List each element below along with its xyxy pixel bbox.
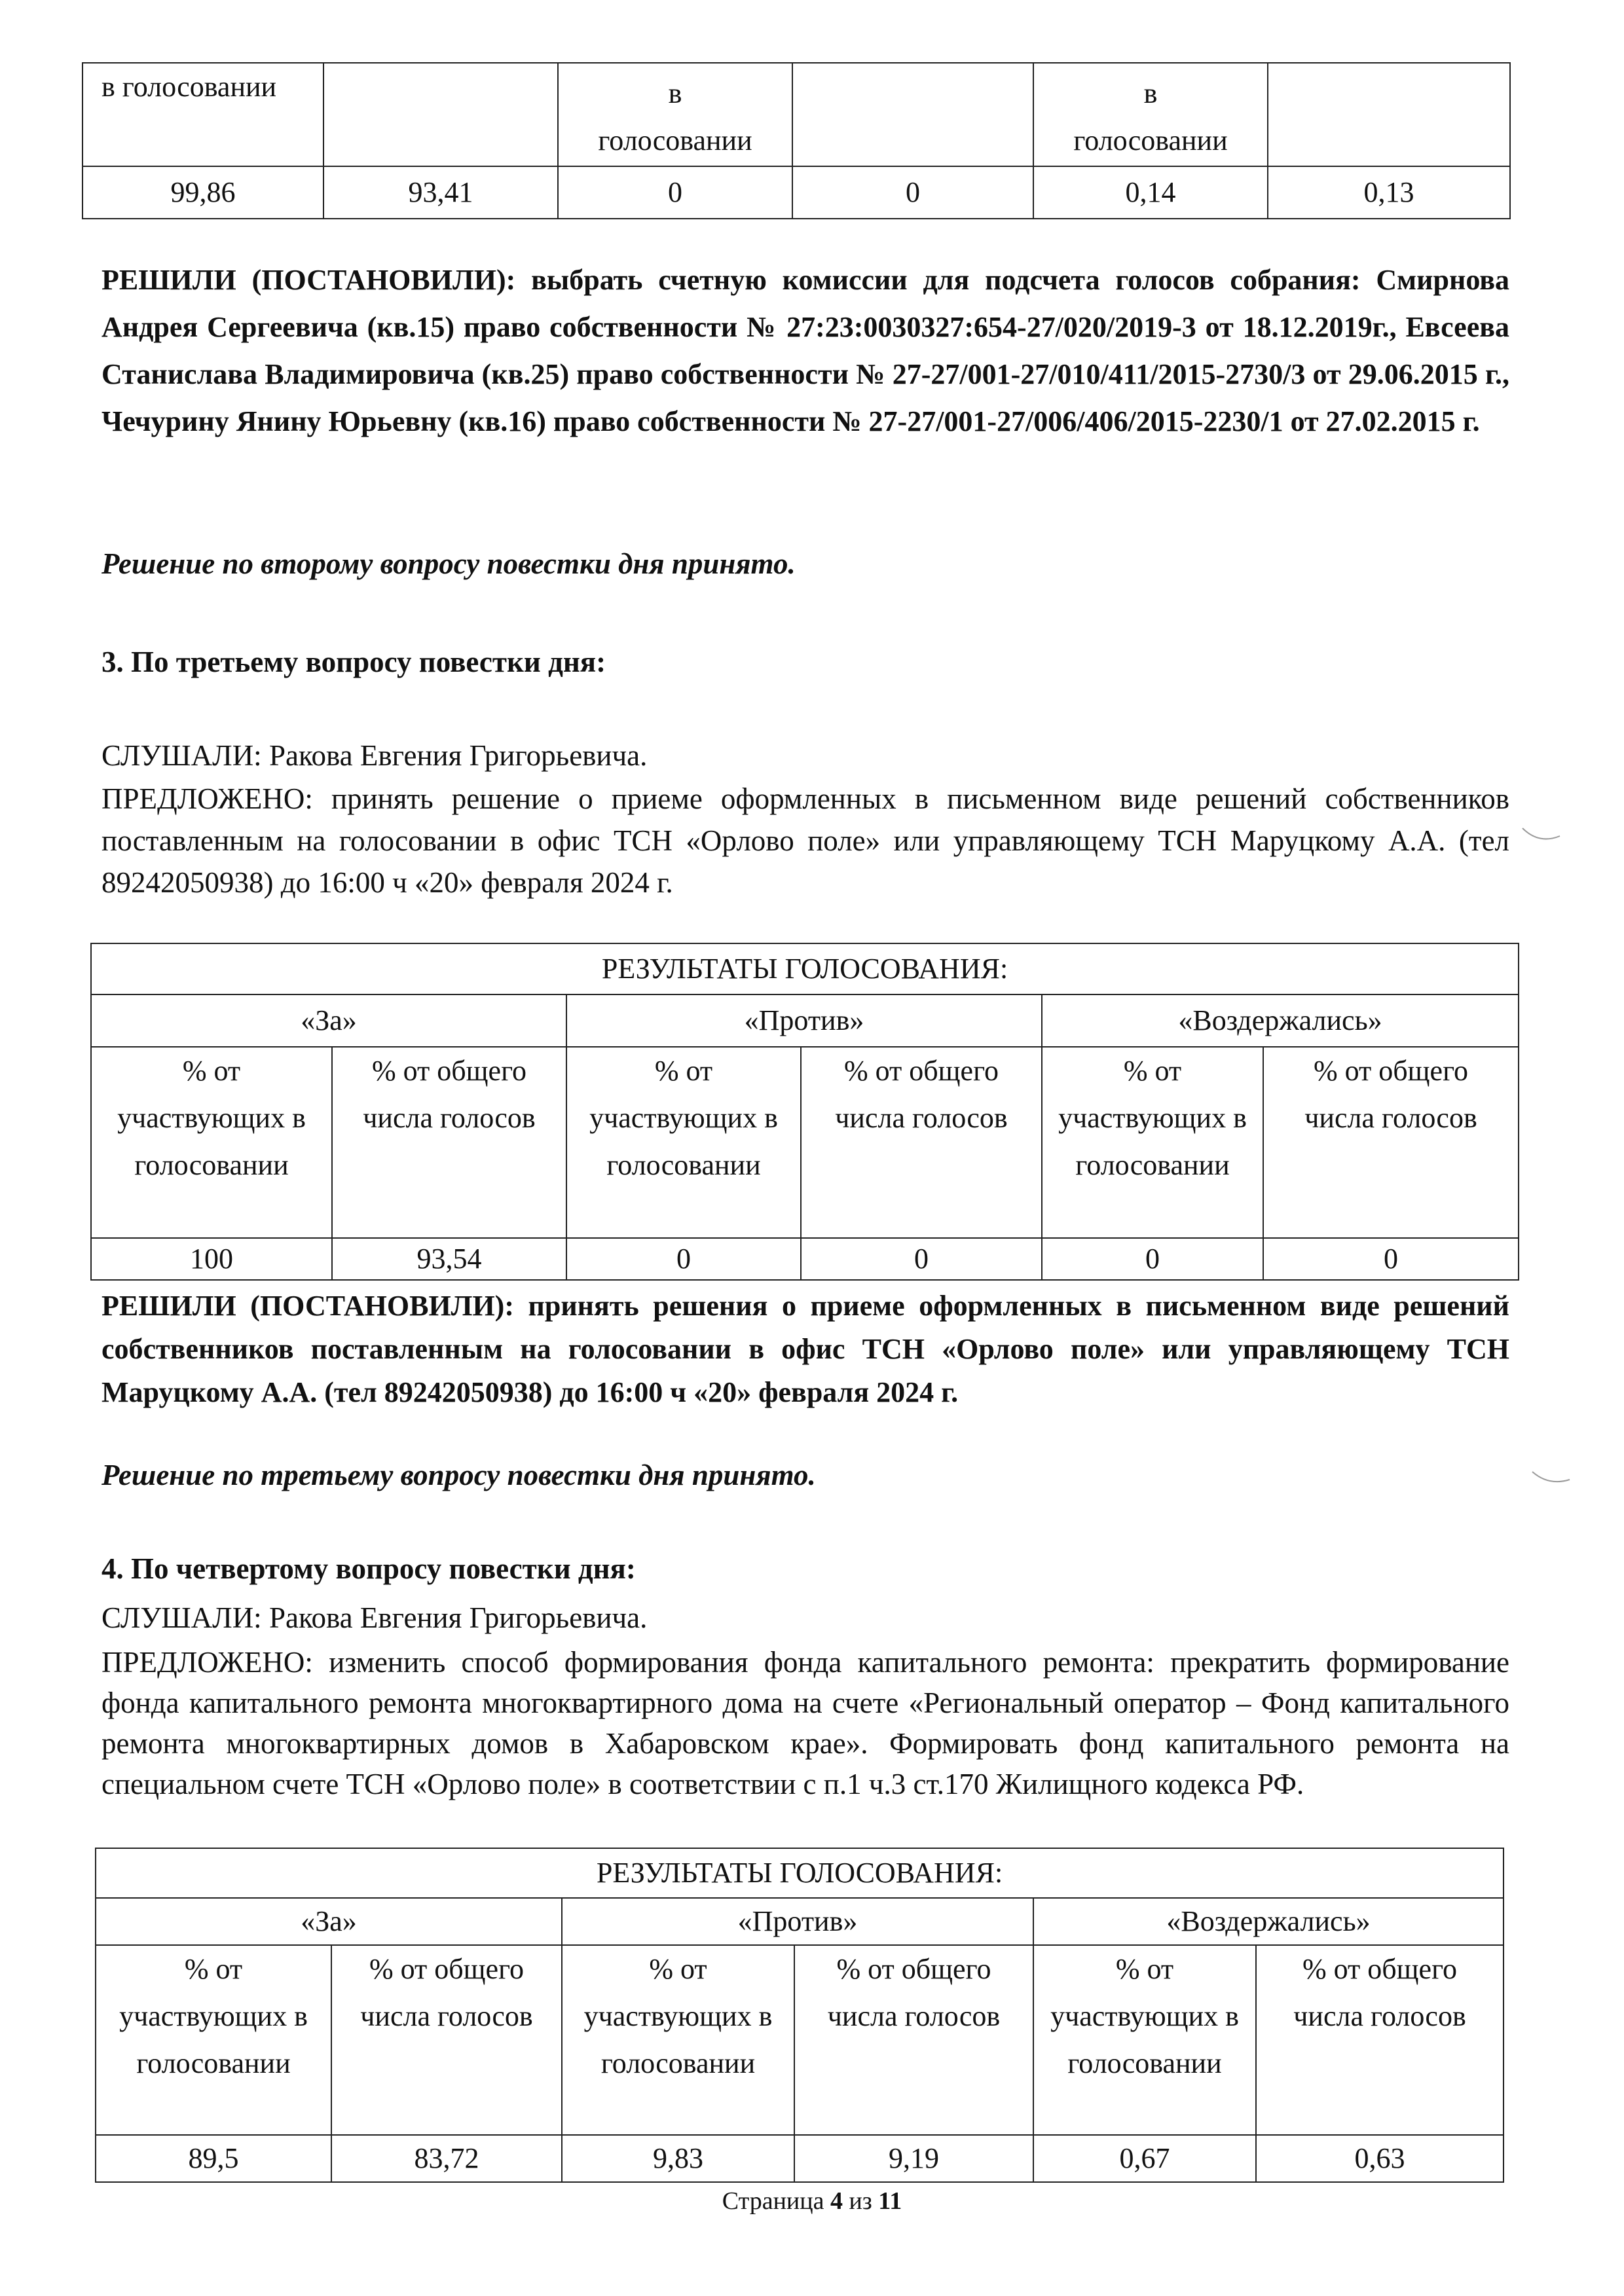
top-results-table — [82, 62, 1511, 219]
value-cell: 0,13 — [1268, 166, 1510, 219]
q3-accepted: Решение по третьему вопросу повестки дня принято. — [101, 1459, 816, 1491]
value-cell: 0 — [1263, 1238, 1519, 1280]
value-cell: 93,41 — [323, 166, 558, 219]
group-abstained: «Воздержались» — [1042, 994, 1519, 1047]
q4-heard: СЛУШАЛИ: Ракова Евгения Григорьевича. — [101, 1601, 648, 1634]
q3-proposed: ПРЕДЛОЖЕНО: принять решение о приеме оформленных в письменном виде решений собственников поставленным на голосовании в офис ТСН «Орлово поле» или управляющему ТСН Маруцкому А.А. (тел 89242050938) до 16:00 ч «20» февраля 2024 г. — [101, 782, 1509, 899]
subheader-cell: % от общего числа голосов — [1263, 1047, 1519, 1238]
value-cell: 0 — [1042, 1238, 1263, 1280]
value-cell: 0 — [566, 1238, 801, 1280]
value-cell: 0 — [792, 166, 1033, 219]
value-cell: 9,19 — [794, 2135, 1033, 2182]
q3-heading: 3. По третьему вопросу повестки дня: — [101, 646, 606, 678]
table-row — [83, 166, 1510, 219]
subheader-cell: % от участвующих в голосовании — [1042, 1047, 1263, 1238]
subheader-cell: % от участвующих в голосовании — [1033, 1945, 1256, 2135]
value-cell: 100 — [91, 1238, 332, 1280]
results-group-row — [91, 994, 1519, 1047]
header-cell: в голосовании — [83, 63, 323, 166]
header-cell — [792, 63, 1033, 166]
subheader-cell: % от общего числа голосов — [801, 1047, 1042, 1238]
value-cell: 93,54 — [332, 1238, 566, 1280]
q2-decision-text: выбрать счетную комиссии для подсчета голосов собрания: Смирнова Андрея Сергеевича (кв.15) право собственности № 27:23:0030327:654-27/020/2019-3 от 18.12.2019г., Евсеева Станислава Владимировича (кв.25) право собственности № 27-27/001-27/010/411/2015-2730/3 от 29.06.2015 г., Чечурину Янину Юрьевну (кв.16) право собственности № 27-27/001-27/006/406/2015-2230/1 от 27.02.2015 г. — [101, 264, 1509, 437]
subheader-cell: % от участвующих в голосовании — [562, 1945, 794, 2135]
group-abstained: «Воздержались» — [1033, 1898, 1504, 1945]
results-subheader-row — [91, 1047, 1519, 1238]
results-title-row — [96, 1848, 1504, 1898]
q3-decision: РЕШИЛИ (ПОСТАНОВИЛИ): принять решения о приеме оформленных в письменном виде решений собственников поставленным на голосовании в офис ТСН «Орлово поле» или управляющему ТСН Маруцкому А.А. (тел 89242050938) до 16:00 ч «20» февраля 2024 г. — [101, 1290, 1509, 1408]
value-cell: 9,83 — [562, 2135, 794, 2182]
footer-prefix: Страница — [722, 2187, 830, 2215]
footer-page-total: 11 — [878, 2187, 902, 2215]
value-cell: 83,72 — [331, 2135, 562, 2182]
value-cell: 0,63 — [1256, 2135, 1504, 2182]
group-against: «Против» — [562, 1898, 1033, 1945]
value-cell: 0 — [801, 1238, 1042, 1280]
header-cell: в голосовании — [558, 63, 792, 166]
q4-proposed: ПРЕДЛОЖЕНО: изменить способ формирования фонда капитального ремонта: прекратить формирование фонда капитального ремонта многоквартирного дома на счете «Региональный оператор – Фонд капитального ремонта многоквартирных домов в Хабаровском крае». Формировать фонд капитального ремонта на специальном счете ТСН «Орлово поле» в соответствии с п.1 ч.3 ст.170 Жилищного кодекса РФ. — [101, 1646, 1509, 1800]
q2-decision — [101, 257, 1509, 445]
subheader-cell: % от участвующих в голосовании — [96, 1945, 331, 2135]
value-cell: 99,86 — [83, 166, 323, 219]
scan-mark — [1519, 822, 1565, 848]
subheader-cell: % от общего числа голосов — [794, 1945, 1033, 2135]
subheader-cell: % от общего числа голосов — [332, 1047, 566, 1238]
q3-heard: СЛУШАЛИ: Ракова Евгения Григорьевича. — [101, 739, 648, 772]
q4-heading: 4. По четвертому вопросу повестки дня: — [101, 1552, 636, 1585]
header-cell — [1268, 63, 1510, 166]
q2-decision-label: РЕШИЛИ (ПОСТАНОВИЛИ): — [101, 264, 516, 296]
group-for: «За» — [91, 994, 566, 1047]
results-title: РЕЗУЛЬТАТЫ ГОЛОСОВАНИЯ: — [96, 1848, 1504, 1898]
subheader-cell: % от участвующих в голосовании — [566, 1047, 801, 1238]
subheader-cell: % от участвующих в голосовании — [91, 1047, 332, 1238]
page-footer — [0, 2187, 1624, 2215]
q4-results-table — [95, 1848, 1504, 2183]
group-for: «За» — [96, 1898, 562, 1945]
table-header-row — [83, 63, 1510, 166]
table-row — [91, 1238, 1519, 1280]
value-cell: 0 — [558, 166, 792, 219]
results-title-row — [91, 943, 1519, 994]
header-cell: в голосовании — [1033, 63, 1268, 166]
group-against: «Против» — [566, 994, 1042, 1047]
subheader-cell: % от общего числа голосов — [331, 1945, 562, 2135]
footer-middle: из — [842, 2187, 879, 2215]
scan-mark — [1529, 1467, 1575, 1493]
table-row — [96, 2135, 1504, 2182]
q2-accepted: Решение по второму вопросу повестки дня принято. — [101, 547, 796, 580]
q3-results-table — [90, 943, 1519, 1281]
value-cell: 0,14 — [1033, 166, 1268, 219]
results-title: РЕЗУЛЬТАТЫ ГОЛОСОВАНИЯ: — [91, 943, 1519, 994]
value-cell: 0,67 — [1033, 2135, 1256, 2182]
footer-page-number: 4 — [830, 2187, 843, 2215]
header-cell — [323, 63, 558, 166]
results-group-row — [96, 1898, 1504, 1945]
results-subheader-row — [96, 1945, 1504, 2135]
value-cell: 89,5 — [96, 2135, 331, 2182]
subheader-cell: % от общего числа голосов — [1256, 1945, 1504, 2135]
